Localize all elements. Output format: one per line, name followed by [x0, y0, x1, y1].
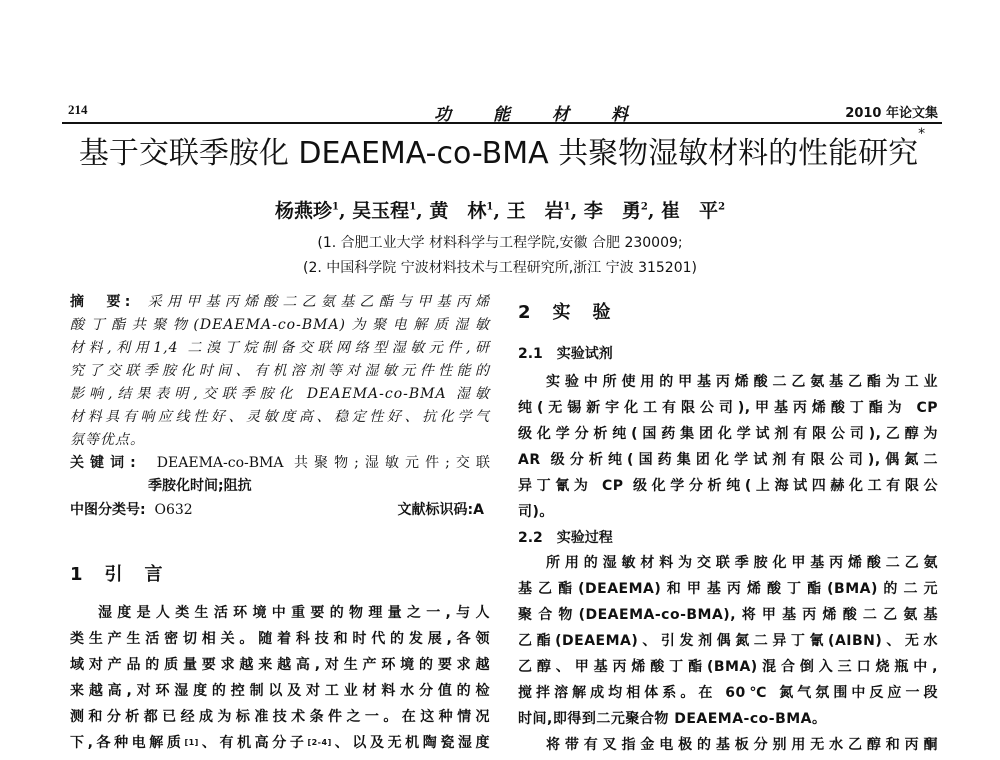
author: 杨燕珍$^1$ [274, 200, 339, 222]
body-line: 乙醇、甲基丙烯酸丁酯(BMA)混合倒入三口烧瓶中, [518, 659, 938, 675]
doc-code-label: 文献标识码: [397, 502, 474, 518]
keywords-label: 关键词: [70, 455, 136, 471]
abstract-line: 氛等优点。 [70, 432, 145, 448]
body-line: 湿度是人类生活环境中重要的物理量之一,与人 [98, 605, 490, 621]
subsection-heading-procedure: 2.2 实验过程 [518, 530, 613, 546]
body-line: 实验中所使用的甲基丙烯酸二乙氨基乙酯为工业 [546, 374, 938, 390]
body-line: 聚合物(DEAEMA-co-BMA),将甲基丙烯酸二乙氨基 [518, 607, 938, 623]
body-line: 乙酯(DEAEMA)、引发剂偶氮二异丁氰(AIBN)、无水 [518, 633, 938, 649]
author-list: 杨燕珍$^1$, 吴玉程$^1$, 黄 林$^1$, 王 岩$^1$, 李 勇$^2$, 崔 平$^2$ [274, 200, 726, 222]
abstract-line: 酸丁酯共聚物(DEAEMA-co-BMA)为聚电解质湿敏 [70, 317, 490, 333]
author: 王 岩$^1$ [506, 200, 571, 222]
title-footnote-mark: * [918, 126, 926, 142]
affiliation-1: (1. 合肥工业大学 材料科学与工程学院,安徽 合肥 230009; [317, 235, 683, 251]
collection-label: 2010 年论文集 [845, 106, 938, 121]
citation-ref: [2-4] [307, 738, 332, 747]
body-line: 异丁氰为 CP 级化学分析纯(上海试四赫化工有限公 [518, 478, 938, 494]
section-heading-introduction: 1 引 言 [70, 564, 165, 585]
citation-ref: [1] [184, 738, 199, 747]
author: 吴玉程$^1$ [352, 200, 417, 222]
abstract-line: 影响,结果表明,交联季胺化 DEAEMA-co-BMA 湿敏 [70, 386, 490, 402]
body-line: 来越高,对环湿度的控制以及对工业材料水分值的检 [70, 683, 490, 699]
body-line: 域对产品的质量要求越来越高,对生产环境的要求越 [70, 657, 490, 673]
abstract-label: 摘 要: [70, 294, 131, 310]
keywords-line: 关键词: DEAEMA-co-BMA 共聚物;湿敏元件;交联 [70, 455, 490, 471]
abstract-line: 材料,利用1,4 二溴丁烷制备交联网络型湿敏元件,研 [70, 340, 490, 356]
affiliation-2: (2. 中国科学院 宁波材料技术与工程研究所,浙江 宁波 315201) [303, 260, 697, 276]
page-number: 214 [68, 102, 88, 117]
section-heading-experiment: 2 实 验 [518, 302, 613, 323]
classification-line [70, 500, 490, 520]
body-line: 纯(无锡新宇化工有限公司),甲基丙烯酸丁酯为 CP [518, 400, 938, 416]
author: 崔 平$^2$ [661, 200, 726, 222]
body-line: 基乙酯(DEAEMA)和甲基丙烯酸丁酯(BMA)的二元 [518, 581, 938, 597]
body-line: 所用的湿敏材料为交联季胺化甲基丙烯酸二乙氨 [546, 555, 938, 571]
abstract-line: 究了交联季胺化时间、有机溶剂等对湿敏元件性能的 [70, 363, 490, 379]
body-line: 类生产生活密切相关。随着科技和时代的发展,各领 [70, 631, 490, 647]
keywords-line: 季胺化时间;阻抗 [148, 478, 252, 494]
body-line: 司)。 [518, 504, 554, 520]
body-line: 时间,即得到二元聚合物 DEAEMA-co-BMA。 [518, 711, 827, 727]
subsection-heading-reagents: 2.1 实验试剂 [518, 346, 613, 362]
body-line: 级化学分析纯(国药集团化学试剂有限公司),乙醇为 [518, 426, 938, 442]
clc-value: O632 [154, 502, 193, 518]
abstract-line: 摘 要: 采用甲基丙烯酸二乙氨基乙酯与甲基丙烯 [70, 294, 491, 310]
body-line: 测和分析都已经成为标准技术条件之一。在这种情况 [70, 709, 490, 725]
journal-name: 功能材料 [434, 105, 670, 125]
left-column [70, 0, 490, 760]
body-line: 下,各种电解质[1]、有机高分子[2-4]、以及无机陶瓷湿度 [70, 735, 491, 751]
right-column [518, 0, 938, 760]
doc-code-value: A [473, 502, 484, 518]
clc-label: 中图分类号: [70, 502, 146, 518]
author: 黄 林$^1$ [429, 200, 494, 222]
author: 李 勇$^2$ [583, 200, 648, 222]
body-line: 将带有叉指金电极的基板分别用无水乙醇和丙酮 [546, 737, 938, 753]
body-line: 搅拌溶解成均相体系。在 60℃ 氮气氛围中反应一段 [518, 685, 938, 701]
body-line: AR 级分析纯(国药集团化学试剂有限公司),偶氮二 [518, 452, 938, 468]
abstract-line: 材料具有响应线性好、灵敏度高、稳定性好、抗化学气 [70, 409, 490, 425]
paper-title-text: 基于交联季胺化 DEAEMA-co-BMA 共聚物湿敏材料的性能研究 [78, 136, 919, 171]
